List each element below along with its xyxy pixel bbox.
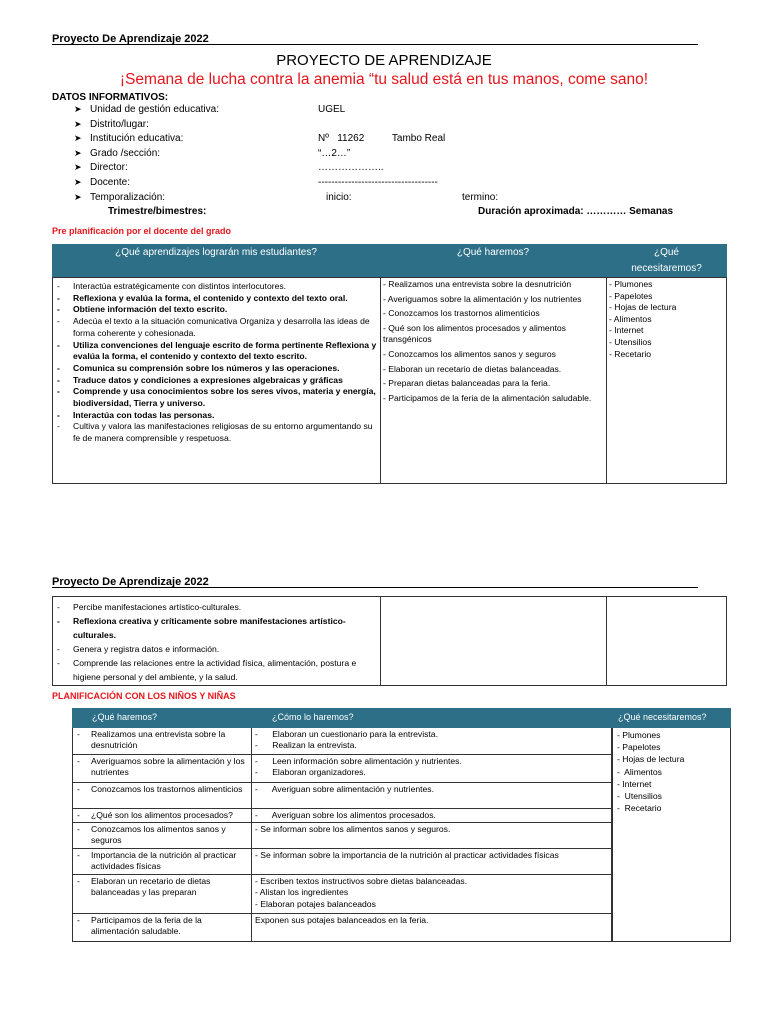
aprendizaje-item: - Cultiva y valora las manifestaciones religiosas de su entorno argumentando su fe de manera comprensible y respetuosa. [53,421,380,444]
necesitaremos-item: - Papelotes [609,290,653,301]
table1-header-aprendizajes: ¿Qué aprendizajes lograrán mis estudiantes? [115,247,317,258]
aprendizaje-item: - Reflexiona y evalúa la forma, el contenido y contexto del texto oral. [53,293,380,305]
dash-marker: - [77,876,80,886]
page-subtitle: ¡Semana de lucha contra la anemia “tu salud está en tus manos, come sano! [119,71,649,88]
aprendizaje-item: - Adecúa el texto a la situación comunicativa Organiza y desarrolla las ideas de forma coherente y cohesionada. [53,316,380,339]
table1-header [52,244,727,277]
aprendizaje-item: - Percibe manifestaciones artístico-culturales. [53,600,380,614]
datos-value: Nº 11262 Tambo Real [318,133,446,145]
datos-heading: DATOS INFORMATIVOS: [52,92,169,103]
bullet-arrow-icon: ➤ [74,147,82,158]
datos-label: Temporalización: [90,191,166,203]
table3-necesitaremos-cell [612,728,731,942]
dash-marker: - [77,784,80,794]
table3-header [72,708,731,728]
como-haremos-line: - Elaboran organizadores. [255,767,366,778]
necesitaremos-item: - Internet [609,325,644,336]
table1-haremos-cell [380,277,607,484]
que-haremos-text: Importancia de la nutrición al practicar actividades físicas [91,850,237,872]
necesitaremos-item: - Hojas de lectura [609,302,677,313]
datos-label: Grado /sección: [90,147,161,159]
haremos-item: - Averiguamos sobre la alimentación y los nutrientes [383,293,582,304]
aprendizaje-item: - Comprende y usa conocimientos sobre los seres vivos, materia y energía, biodiversidad, Tierra y universo. [53,386,380,409]
necesitaremos-list [606,278,726,361]
que-haremos-text: Realizamos una entrevista sobre la desnutrición [91,729,226,751]
como-haremos-line: - Elaboran un cuestionario para la entrevista. [255,729,438,739]
necesitaremos-item: - Recetario [609,348,652,359]
como-haremos-line: - Se informan sobre la importancia de la nutrición al practicar actividades físicas [255,850,559,860]
aprendizajes-list [53,281,380,445]
que-haremos-text: Participamos de la feria de la alimentación saludable. [91,915,202,937]
bullet-arrow-icon: ➤ [74,118,82,129]
necesitaremos-item: - Utensilios [609,336,652,347]
table1-necesitaremos-cell [606,277,727,484]
haremos-item: - Participamos de la feria de la alimentación saludable. [383,392,592,403]
datos-extra: termino: [462,191,499,203]
como-haremos-line: - Leen información sobre alimentación y nutrientes. [255,756,462,766]
dash-marker: - [77,729,80,739]
que-haremos-cell [72,755,252,783]
bullet-arrow-icon: ➤ [74,104,82,114]
necesitaremos-item: - Alimentos [609,313,652,324]
que-haremos-text: Elaboran un recetario de dietas balanceadas y las preparan [91,876,211,898]
page2-header: Proyecto De Aprendizaje 2022 [52,576,209,588]
como-haremos-cell [252,849,612,875]
table2-aprendizajes-cell [52,596,381,686]
aprendizaje-item: - Interactúa estratégicamente con distintos interlocutores. [53,281,380,293]
page-header: Proyecto De Aprendizaje 2022 [52,33,209,45]
como-haremos-line: - Se informan sobre los alimentos sanos y seguros. [255,824,451,834]
trimestre-label: Trimestre/bimestres: [108,206,207,217]
aprendizaje-item: - Traduce datos y condiciones a expresiones algebraicas y gráficas [53,375,380,387]
datos-value: “…2…” [318,147,351,159]
bullet-arrow-icon: ➤ [74,133,82,144]
dash-marker: - [77,824,80,834]
como-haremos-cell [252,783,612,809]
aprendizaje-item: - Obtiene información del texto escrito. [53,304,380,316]
datos-label: Docente: [90,177,131,188]
datos-value: ------------------------------------ [318,177,438,188]
table3-necesitaremos-list [613,728,730,815]
bullet-arrow-icon: ➤ [74,162,82,173]
planificacion-title: PLANIFICACIÓN CON LOS NIÑOS Y NIÑAS [52,691,236,701]
aprendizaje-item: - Reflexiona creativa y críticamente sobre manifestaciones artístico-culturales. [53,614,380,642]
que-haremos-cell [72,823,252,849]
como-haremos-line: - Alistan los ingredientes [255,887,349,898]
table1-aprendizajes-cell [52,277,381,484]
necesitaremos-item: - Hojas de lectura [617,754,685,765]
como-haremos-cell [252,755,612,783]
datos-value: ……………….. [318,162,384,174]
aprendizaje-item: - Interactúa con todas las personas. [53,410,380,422]
dash-marker: - [77,756,80,766]
bullet-arrow-icon: ➤ [74,177,82,187]
bullet-arrow-icon: ➤ [74,191,82,202]
duracion-label: Duración aproximada: ………… Semanas [478,206,674,217]
aprendizaje-item: - Genera y registra datos e información. [53,642,380,656]
datos-value: inicio: [326,191,352,203]
haremos-item: - Conozcamos los alimentos sanos y seguros [383,348,556,359]
como-haremos-line: - Averiguan sobre los alimentos procesados. [255,810,436,820]
datos-label: Director: [90,162,128,174]
como-haremos-line: - Realizan la entrevista. [255,740,357,751]
dash-marker: - [77,810,80,820]
necesitaremos-item: - Utensilios [617,791,662,802]
datos-label: Institución educativa: [90,133,184,145]
haremos-item: - Elaboran un recetario de dietas balanceadas. [383,363,562,374]
table2-necesitaremos-cell [606,596,727,686]
dash-marker: - [77,915,80,925]
necesitaremos-item: - Alimentos [617,766,662,777]
table3-header-como: ¿Cómo lo haremos? [272,712,354,722]
table1-header-necesitaremos: ¿Qué necesitaremos? [631,247,702,274]
datos-value: UGEL [318,104,346,115]
necesitaremos-item: - Plumones [617,730,661,740]
header-rule [52,44,698,45]
que-haremos-cell [72,809,252,823]
table1-header-haremos: ¿Qué haremos? [456,247,530,258]
haremos-item: - Preparan dietas balanceadas para la feria. [383,378,551,389]
datos-label: Distrito/lugar: [90,118,149,130]
como-haremos-cell [252,914,612,942]
haremos-item: - Conozcamos los trastornos alimenticios [383,308,540,319]
que-haremos-text: ¿Qué son los alimentos procesados? [91,810,233,820]
que-haremos-text: Conozcamos los alimentos sanos y seguros [91,824,226,846]
header2-rule [52,587,698,588]
que-haremos-cell [72,849,252,875]
aprendizajes-cont-list [53,600,380,684]
necesitaremos-item: - Papelotes [617,742,661,753]
necesitaremos-item: - Plumones [609,279,653,289]
aprendizaje-item: - Utiliza convenciones del lenguaje escrito de forma pertinente Reflexiona y evalúa la forma, el contenido y contexto del texto escrito. [53,340,380,363]
dash-marker: - [77,850,80,860]
como-haremos-cell [252,728,612,755]
que-haremos-cell [72,728,252,755]
como-haremos-cell [252,875,612,914]
como-haremos-cell [252,823,612,849]
como-haremos-line: - Escriben textos instructivos sobre dietas balanceadas. [255,876,468,886]
como-haremos-line: Exponen sus potajes balanceados en la feria. [255,915,429,925]
pre-planificacion-title: Pre planificación por el docente del grado [52,226,232,236]
que-haremos-cell [72,783,252,809]
page-title: PROYECTO DE APRENDIZAJE [276,52,492,69]
datos-label: Unidad de gestión educativa: [90,104,219,115]
necesitaremos-item: - Internet [617,778,652,789]
como-haremos-line: - Averiguan sobre alimentación y nutrientes. [255,784,434,794]
haremos-item: - Realizamos una entrevista sobre la desnutrición [383,279,572,289]
que-haremos-text: Averiguamos sobre la alimentación y los nutrientes [91,756,245,778]
aprendizaje-item: - Comprende las relaciones entre la actividad física, alimentación, postura e higiene personal y del ambiente, y la salud. [53,656,380,684]
table3-header-que: ¿Qué haremos? [92,712,158,722]
haremos-item: - Qué son los alimentos procesados y alimentos transgénicos [383,322,566,345]
aprendizaje-item: - Comunica su comprensión sobre los números y las operaciones. [53,363,380,375]
que-haremos-cell [72,875,252,914]
como-haremos-cell [252,809,612,823]
necesitaremos-item: - Recetario [617,803,662,814]
que-haremos-cell [72,914,252,942]
table2-haremos-cell [380,596,607,686]
haremos-list [380,278,606,408]
que-haremos-text: Conozcamos los trastornos alimenticios [91,784,243,794]
table3-header-nec: ¿Qué necesitaremos? [618,712,707,722]
como-haremos-line: - Elaboran potajes balanceados [255,898,376,909]
